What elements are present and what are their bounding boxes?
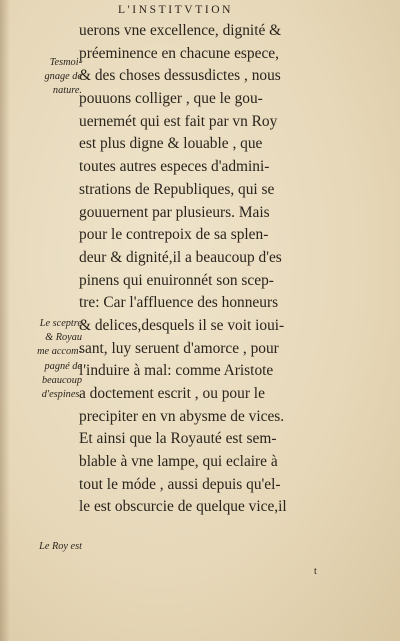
body-line: pour le contrepoix de sa splen- xyxy=(79,226,269,244)
body-line: uerons vne excellence, dignité & xyxy=(79,22,282,39)
body-line: l'induire à mal: comme Aristote xyxy=(79,362,274,380)
body-line: uernemét qui est fait par vn Roy xyxy=(79,112,278,130)
body-line: strations de Republiques, qui se xyxy=(79,180,275,198)
body-line: deur & dignité,il a beaucoup d'es xyxy=(79,248,282,266)
body-line: pouuons colliger , que le gou- xyxy=(79,90,263,108)
margin-note-line: beaucoup xyxy=(41,374,82,386)
margin-note-sceptre xyxy=(6,317,82,402)
body-line: a doctement escrit , ou pour le xyxy=(79,385,265,402)
body-line: est plus digne & louable , que xyxy=(79,135,263,153)
body-line: & des choses dessusdictes , nous xyxy=(79,67,281,85)
body-line: Et ainsi que la Royauté est sem- xyxy=(79,430,277,448)
margin-note-line: Le Roy est xyxy=(39,541,82,552)
body-line: & delices,desquels il se voit ioui- xyxy=(79,316,285,334)
margin-note-nature xyxy=(6,56,82,99)
margin-note-line: gnage de xyxy=(44,71,82,83)
body-line: tre: Car l'affluence des honneurs xyxy=(79,294,279,312)
margin-note-line: Tesmoi- xyxy=(49,57,82,68)
running-head: L'INSTITVTION xyxy=(118,4,234,16)
margin-note-line: pagné de xyxy=(44,360,82,372)
margin-note-line: & Royau xyxy=(45,332,82,344)
body-line: préeminence en chacune espece, xyxy=(79,44,279,62)
body-line: sant, luy seruent d'amorce , pour xyxy=(79,339,279,357)
catchword: t xyxy=(314,566,317,577)
body-line: gouuernent par plusieurs. Mais xyxy=(79,203,270,221)
margin-note-line: me accom- xyxy=(37,346,82,358)
body-line: precipiter en vn abysme de vices. xyxy=(79,407,285,425)
body-text xyxy=(79,20,379,519)
body-line: tout le móde , aussi depuis qu'el- xyxy=(79,475,281,493)
body-line: toutes autres especes d'admini- xyxy=(79,158,270,176)
body-line: le est obscurcie de quelque vice,il xyxy=(79,498,287,516)
body-line: pinens qui enuironnét son scep- xyxy=(79,271,274,289)
margin-note-line: Le sceptre xyxy=(39,318,82,329)
margin-note-line: nature. xyxy=(52,85,82,97)
body-line: blable à vne lampe, qui eclaire à xyxy=(79,453,278,471)
margin-note-line: d'espines. xyxy=(41,389,82,401)
margin-note-roy xyxy=(6,540,82,554)
